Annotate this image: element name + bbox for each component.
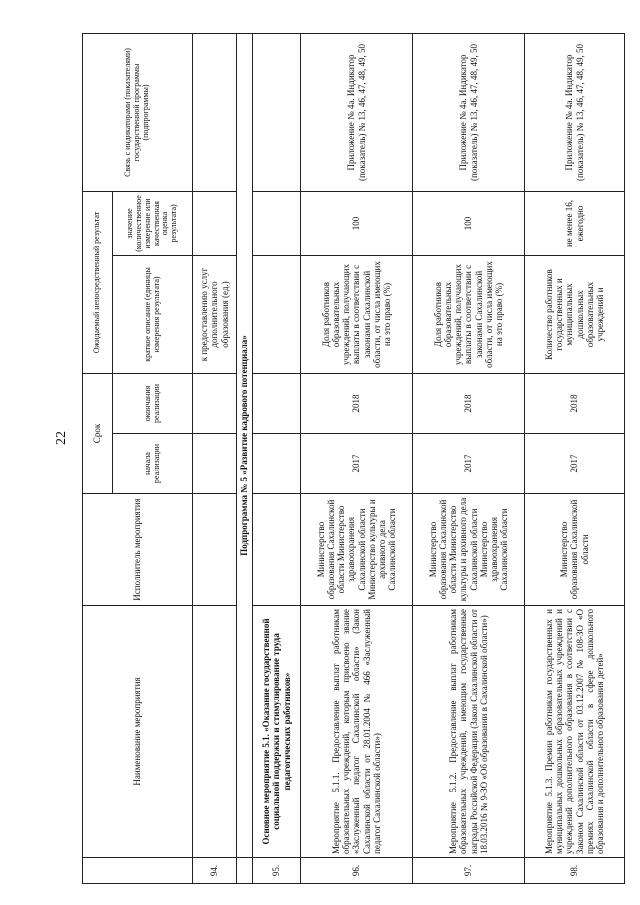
header-result-desc: краткое описание (единицы измерения результата) — [113, 255, 193, 373]
row-end — [193, 373, 237, 433]
row-name: Основное мероприятие 5.1. «Оказание государственной социальной поддержки и стимулирование труда педагогических работников» — [253, 606, 301, 858]
row-result-desc: Доля работников образовательных учреждений, получающих выплаты в соответствии с законами Сахалинской области, от числа имеющих на это право (%) — [301, 255, 413, 373]
row-end: 2018 — [301, 373, 413, 433]
subprogram-title: Подпрограмма № 5 «Развитие кадрового потенциала» — [237, 33, 253, 857]
row-end — [253, 373, 301, 433]
row-start — [253, 434, 301, 494]
row-link — [253, 33, 301, 191]
table-row — [253, 33, 301, 883]
header-executor: Исполнитель мероприятия — [83, 494, 193, 606]
row-end: 2018 — [413, 373, 525, 433]
row-result-value — [253, 191, 301, 255]
row-name: Мероприятие 5.1.1. Предоставление выплат работникам образовательных учреждений, которым присвоено звание «Заслуженный педагог Сахалинской области» (Закон Сахалинской области от 28.01.2004 № 466 «Заслуженный педагог Сахалинской области») — [301, 606, 413, 858]
row-end: 2018 — [525, 373, 625, 433]
subprogram-row — [237, 33, 253, 883]
row-number: 97. — [413, 858, 525, 884]
header-num — [83, 858, 193, 884]
row-executor: Министерство образования Сахалинской области — [525, 494, 625, 606]
row-start: 2017 — [301, 434, 413, 494]
header-result: Ожидаемый непосредственный результат — [83, 191, 113, 373]
measures-table — [82, 33, 625, 884]
row-name: Мероприятие 5.1.2. Предоставление выплат работникам образовательных учреждений, имеющим государственные награды Российской Федерации (Закон Сахалинской области от 18.03.2016 № 9-ЗО «Об образовании в Сахалинской области») — [413, 606, 525, 858]
table-header-row — [83, 33, 113, 883]
document-page — [82, 34, 605, 884]
row-link — [193, 33, 237, 191]
row-start — [193, 434, 237, 494]
table-row — [525, 33, 625, 883]
header-end: окончания реализации — [113, 373, 193, 433]
row-executor: Министерство образования Сахалинской области Министерство здравоохранения Сахалинской области Министерство культуры и архивного дела Сахалинской области — [301, 494, 413, 606]
row-executor: Министерство образования Сахалинской области Министерство культуры и архивного дела Сахалинской области Министерство здравоохранения Сахалинской области — [413, 494, 525, 606]
row-result-value: не менее 16, ежегодно — [525, 191, 625, 255]
header-name: Наименование мероприятия — [83, 606, 193, 858]
row-result-value: 100 — [301, 191, 413, 255]
row-result-desc: Доля работников образовательных учреждений, получающих выплаты в соответствии с законами Сахалинской области, от числа имеющих на это право (%) — [413, 255, 525, 373]
row-result-desc: к предоставлению услуг дополнительного образования (ед.) — [193, 255, 237, 373]
row-executor — [193, 494, 237, 606]
table-row — [193, 33, 237, 883]
row-executor — [253, 494, 301, 606]
row-name: Мероприятие 5.1.3. Премии работникам государственных и муниципальных дошкольных образовательных учреждений и учреждений дополнительного образования в соответствии с Законом Сахалинской области от 03.12.2007 № 108-ЗО «О премиях Сахалинской области в сфере дошкольного образования и дополнительного образования детей» — [525, 606, 625, 858]
row-result-desc: Количество работников государственных и муниципальных дошкольных образовательных учреждений и — [525, 255, 625, 373]
row-name — [193, 606, 237, 858]
row-number: 96. — [301, 858, 413, 884]
row-start: 2017 — [413, 434, 525, 494]
header-term: Срок — [83, 373, 113, 493]
row-link: Приложение № 4а. Индикатор (показатель) № 13, 46, 47, 48, 49, 50 — [413, 33, 525, 191]
row-number: 95. — [253, 858, 301, 884]
row-link: Приложение № 4а. Индикатор (показатель) № 13, 46, 47, 48, 49, 50 — [525, 33, 625, 191]
row-result-value — [193, 191, 237, 255]
row-link: Приложение № 4а. Индикатор (показатель) № 13, 46, 47, 48, 49, 50 — [301, 33, 413, 191]
row-result-desc — [253, 255, 301, 373]
row-start: 2017 — [525, 434, 625, 494]
row-number — [237, 858, 253, 884]
row-number: 98. — [525, 858, 625, 884]
header-link: Связь с индикаторами (показателями) государственной программы (подпрограммы) — [83, 33, 193, 191]
table-row — [413, 33, 525, 883]
header-start: начала реализации — [113, 434, 193, 494]
page-number: 22 — [54, 431, 69, 445]
row-result-value: 100 — [413, 191, 525, 255]
row-number: 94. — [193, 858, 237, 884]
header-result-value: значение (количественное измерение или качественная оценка результата) — [113, 191, 193, 255]
table-row — [301, 33, 413, 883]
